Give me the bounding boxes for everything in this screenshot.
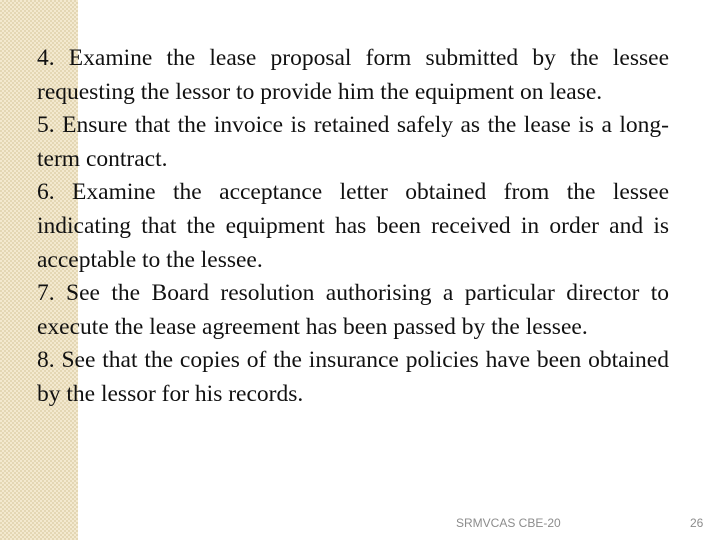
- list-item: 6. Examine the acceptance letter obtained from the lessee indicating that the equipment has been received in order and is acceptable to the lessee.: [37, 179, 669, 273]
- page-number: 26: [690, 516, 704, 530]
- list-item: 7. See the Board resolution authorising a particular director to execute the lease agreement has been passed by the lessee.: [37, 280, 669, 340]
- list-item: 4. Examine the lease proposal form submitted by the lessee requesting the lessor to provide him the equipment on lease.: [37, 45, 669, 105]
- slide-footer: SRMVCAS CBE-20: [456, 516, 561, 530]
- slide-body: [37, 42, 669, 412]
- list-item: 5. Ensure that the invoice is retained safely as the lease is a long-term contract.: [37, 112, 669, 172]
- list-item: 8. See that the copies of the insurance policies have been obtained by the lessor for his records.: [37, 347, 669, 407]
